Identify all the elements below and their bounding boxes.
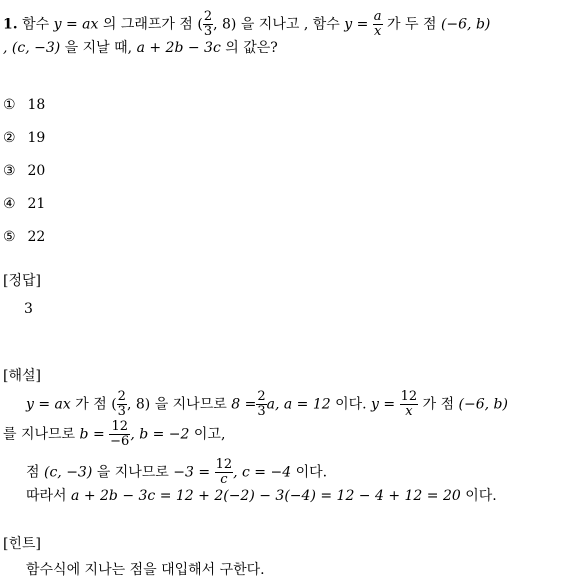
choice-value: 20: [27, 163, 46, 179]
choice-mark: ③: [3, 163, 16, 179]
math-expr: a + 2b − 3c: [136, 40, 221, 56]
choice-4[interactable]: [3, 196, 45, 212]
choice-mark: ⑤: [3, 229, 16, 245]
question-text: 의 값은?: [225, 40, 278, 56]
math-expr: y =: [344, 16, 369, 33]
choice-value: 21: [27, 196, 46, 212]
math-expr: (−6, b): [440, 16, 491, 33]
choice-5[interactable]: [3, 229, 45, 245]
fraction: $\frac{2}{3}$: [257, 389, 266, 419]
choice-1[interactable]: [3, 97, 45, 113]
question-line-2: [3, 40, 278, 56]
choice-mark: ①: [3, 97, 16, 113]
solution-line-3: 점 (c, −3) 을 지나므로 −3 = $\frac{12}{c}$ , c = −4 이다.: [26, 457, 328, 487]
fraction: $\frac{a}{x}$: [373, 9, 382, 39]
choice-mark: ②: [3, 130, 16, 146]
math-expr: , 8): [213, 16, 237, 33]
math-expr: y = ax: [53, 16, 99, 33]
choice-value: 18: [27, 97, 46, 113]
choice-value: 22: [27, 229, 46, 245]
math-expr: , (c, −3): [3, 40, 61, 56]
solution-line-1: y = ax 가 점 ( $\frac{2}{3}$ , 8) 을 지나므로 8 = $\frac{2}{3}$ a, a = 12 이다. y = $\frac{12}{x}$ 가 점 (−6, b): [26, 389, 508, 419]
choice-3[interactable]: [3, 163, 45, 179]
question-text: 함수: [22, 16, 50, 33]
choice-2[interactable]: [3, 130, 45, 146]
solution-heading: [해설]: [3, 368, 41, 384]
question-number: 1.: [3, 16, 18, 33]
question-text: 을 지날 때,: [64, 40, 133, 56]
answer-heading: [정답]: [3, 273, 41, 289]
hint-text: 함수식에 지나는 점을 대입해서 구한다.: [26, 562, 265, 578]
solution-line-4: 따라서 a + 2b − 3c = 12 + 2(−2) − 3(−4) = 12 − 4 + 12 = 20 이다.: [26, 488, 497, 504]
fraction: $\frac{2}{3}$: [117, 389, 126, 419]
fraction: $\frac{2}{3}$: [203, 9, 213, 39]
question-text: 을 지나고 , 함수: [240, 16, 340, 33]
fraction: $\frac{12}{-6}$: [110, 419, 130, 449]
fraction: $\frac{12}{x}$: [400, 389, 418, 419]
choice-value: 19: [27, 130, 46, 146]
hint-heading: [힌트]: [3, 536, 41, 552]
question-text: 의 그래프가 점: [102, 16, 193, 33]
paren: (: [197, 16, 203, 33]
fraction: $\frac{12}{c}$: [215, 457, 233, 487]
question-text: 가 두 점: [387, 16, 437, 33]
choice-mark: ④: [3, 196, 16, 212]
question-line-1: [3, 10, 490, 39]
solution-line-2: 를 지나므로 b = $\frac{12}{-6}$ , b = −2 이고,: [3, 419, 226, 449]
answer-value: 3: [24, 301, 33, 317]
